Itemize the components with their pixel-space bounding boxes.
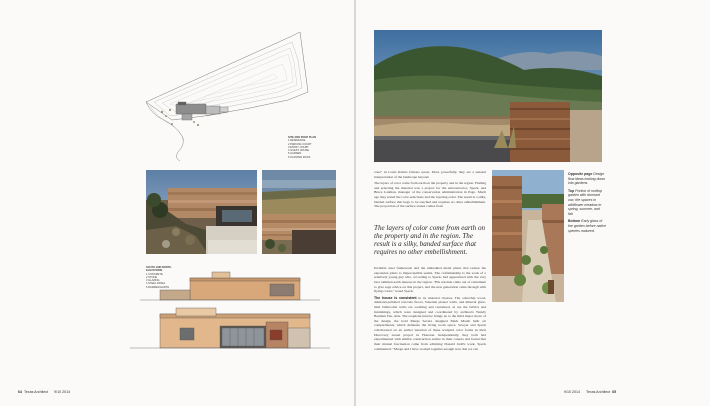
right-page: [356, 0, 710, 406]
elevation-drawings: [120, 270, 334, 370]
issue-date: 9/10 2014: [564, 390, 580, 394]
house-photo-roof: [262, 170, 336, 254]
article-column-1-continued: [374, 266, 486, 353]
paragraph: The layers of color come from earth on the property and in the region. Finding and selecting the material was a project for the subcontractor, Speck, and Bruce Lanthan, manager of the conservation administration in Pago. Much ago they tested the color selections and the layering order. The result is a silky, banded surface that begs to be touched and requires no other embellishment. The proportion of the surface stones comes from: [374, 180, 486, 209]
caption-opposite: [568, 172, 606, 186]
left-page: [0, 0, 354, 406]
caption-text: Early glass of the garden before native species matured.: [568, 219, 606, 233]
legend-item: 3 GLAZING: [146, 279, 160, 283]
legend-item: 2 PARKING COURT: [288, 142, 312, 146]
article-column-1: [374, 170, 486, 210]
lead-in: The house is consistent: [374, 295, 417, 300]
house-landscape-photo: [374, 30, 602, 162]
magazine-name: Texas Architect: [24, 390, 49, 394]
paragraph-text: in its material choices. The ochre/hip wood, diamond-polished concrete floors, Venetian plaster walls, and mineral glass-tiled bathrooms walls are soothing and restrained, as are the fabrics and furnishings, which were designed and coordinated by architects Wendy Bauman Tan, AIA. The exquisite interior brings us to the third major move of the design, the bold Marge Severe designed Mark Marsh built art compartments, which delineate the living room space. Sawyer and Speck collaborated on an earlier iteration of these sculpted color forms in their Discovery Green project in Houston. Independently, they both had experimented with similar construction earlier in their careers and found that their mutual fascination came from admiring Donald Judd's work. Speck commented: "Marge and I have worked together enough now that we can: [374, 295, 487, 351]
issue-date: 9/10 2014: [54, 390, 71, 394]
right-folio: [564, 390, 616, 394]
site-plan-legend-heading: SITE AND ROOF PLAN: [288, 136, 317, 139]
caption-label: Top: [568, 188, 575, 193]
legend-item: 5 RAMMED EARTH: [146, 285, 170, 289]
legend-item: 4 STEEL PANEL: [146, 282, 166, 286]
caption-label: Opposite page: [568, 172, 593, 176]
paragraph: [374, 296, 486, 352]
magazine-name: Texas Architect: [586, 390, 611, 394]
site-plan-legend: [288, 136, 332, 159]
pull-quote: The layers of color come from earth on the property and in the region. The result is a silky, banded surface that requires no other embellishment.: [374, 224, 486, 257]
caption-bottom: [568, 219, 606, 233]
house-photo-garden: [146, 170, 257, 254]
left-folio: [18, 390, 70, 394]
page-number: 64: [18, 390, 22, 394]
caption-top: [568, 189, 606, 217]
caption-label: Bottom: [568, 219, 581, 224]
photo-captions: [568, 172, 606, 236]
paragraph: crete" in Louis Kahn's famous quote. More powerfully, they are a sensual interpretation of the landscape beyond.: [374, 170, 486, 179]
legend-item: 5 GARDEN: [288, 152, 302, 156]
legend-item: 2 STONE: [146, 275, 158, 279]
caption-text: Design flow ideas looking down into gardens.: [568, 172, 605, 186]
caption-text: Portion of rooftop garden with dormant vac; the spaces in wildflower meadow in spring, summer, and fall.: [568, 188, 602, 216]
legend-item: 3 ENTRY COURT: [288, 145, 309, 149]
elevation-legend-heading: SOUTH AND NORTH ELEVATIONS: [146, 266, 172, 273]
garden-walkway-photo: [492, 170, 564, 302]
legend-item: 1 CONCRETE: [146, 272, 163, 276]
legend-item: 1 RESIDENCE: [288, 139, 306, 143]
legend-item: 6 PLANTED ROOF: [288, 155, 311, 159]
paragraph: Invisible steel framework and the embedded metal plates that reduce the expansion joints to imperceptible seams. The craftsmanship is the work of a relatively young guy who, according to Speck, had apprenticed with the very best rammed-earth masons in the region. "His resolute came out of retirement to give sage advice on this project, and the new generation came through with flying colors," noted Speck.: [374, 266, 486, 294]
legend-item: 4 GUEST HOUSE: [288, 149, 309, 153]
page-number: 65: [612, 390, 617, 394]
